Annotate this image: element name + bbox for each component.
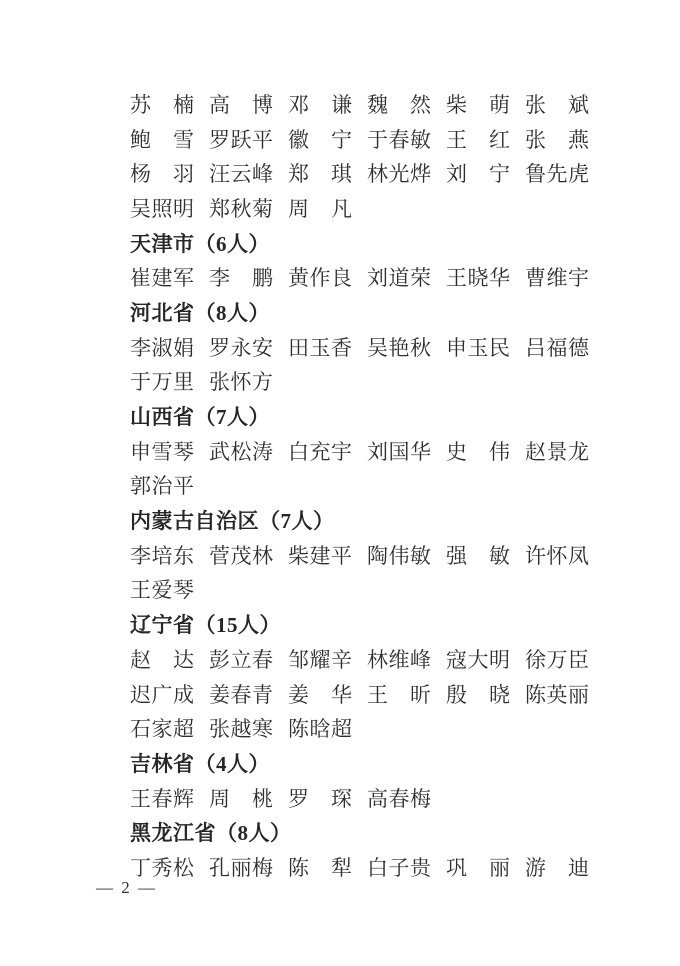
person-name: 王晓华 xyxy=(446,266,510,291)
person-name: 柴建平 xyxy=(288,543,352,568)
section-header-row xyxy=(130,747,640,782)
person-name: 于万里 xyxy=(130,370,194,395)
person-name: 李鹏 xyxy=(209,266,273,291)
name-row xyxy=(130,88,640,123)
name-row xyxy=(130,643,640,678)
person-name: 赵景龙 xyxy=(525,439,589,464)
person-name: 崔建军 xyxy=(130,266,194,291)
person-name: 刘国华 xyxy=(367,439,431,464)
person-name: 陶伟敏 xyxy=(367,543,431,568)
person-name: 申玉民 xyxy=(446,335,510,360)
person-name: 刘道荣 xyxy=(367,266,431,291)
name-row xyxy=(130,435,640,470)
person-name: 白子贵 xyxy=(367,855,431,880)
section-title: 河北省（8人） xyxy=(130,300,270,325)
person-name: 彭立春 xyxy=(209,647,273,672)
name-row xyxy=(130,678,640,713)
name-row xyxy=(130,851,640,886)
person-name: 王爱琴 xyxy=(130,578,194,603)
person-name: 林维峰 xyxy=(367,647,431,672)
person-name: 柴萌 xyxy=(446,92,510,117)
person-name: 寇大明 xyxy=(446,647,510,672)
person-name: 许怀凤 xyxy=(525,543,589,568)
person-name: 吴艳秋 xyxy=(367,335,431,360)
name-row xyxy=(130,331,640,366)
person-name: 郑秋菊 xyxy=(209,196,273,221)
person-name: 罗跃平 xyxy=(209,127,273,152)
person-name: 于春敏 xyxy=(367,127,431,152)
name-row xyxy=(130,539,640,574)
person-name: 孔丽梅 xyxy=(209,855,273,880)
section-header-row xyxy=(130,400,640,435)
person-name: 高博 xyxy=(209,92,273,117)
person-name: 张越寒 xyxy=(209,717,273,742)
person-name: 姜华 xyxy=(288,682,352,707)
person-name: 陈犁 xyxy=(288,855,352,880)
person-name: 巩丽 xyxy=(446,855,510,880)
person-name: 鲍雪 xyxy=(130,127,194,152)
person-name: 邹耀辛 xyxy=(288,647,352,672)
person-name: 迟广成 xyxy=(130,682,194,707)
person-name: 魏然 xyxy=(367,92,431,117)
person-name: 汪云峰 xyxy=(209,162,273,187)
person-name: 罗琛 xyxy=(288,786,352,811)
person-name: 张怀方 xyxy=(209,370,273,395)
person-name: 周桃 xyxy=(209,786,273,811)
person-name: 白充宇 xyxy=(288,439,352,464)
person-name: 赵达 xyxy=(130,647,194,672)
name-row xyxy=(130,470,640,505)
person-name: 强敏 xyxy=(446,543,510,568)
person-name: 陈英丽 xyxy=(525,682,589,707)
section-title: 吉林省（4人） xyxy=(130,751,270,776)
person-name: 王春辉 xyxy=(130,786,194,811)
person-name: 郑琪 xyxy=(288,162,352,187)
person-name: 鲁先虎 xyxy=(525,162,589,187)
name-row xyxy=(130,157,640,192)
person-name: 徽宁 xyxy=(288,127,352,152)
person-name: 刘宁 xyxy=(446,162,510,187)
section-title: 天津市（6人） xyxy=(130,231,270,256)
person-name: 邓谦 xyxy=(288,92,352,117)
person-name: 田玉香 xyxy=(288,335,352,360)
section-header-row xyxy=(130,608,640,643)
person-name: 申雪琴 xyxy=(130,439,194,464)
name-row xyxy=(130,574,640,609)
person-name: 张燕 xyxy=(525,127,589,152)
person-name: 徐万臣 xyxy=(525,647,589,672)
person-name: 陈晗超 xyxy=(288,717,352,742)
person-name: 菅茂林 xyxy=(209,543,273,568)
person-name: 游迪 xyxy=(525,855,589,880)
person-name: 曹维宇 xyxy=(525,266,589,291)
name-row xyxy=(130,782,640,817)
section-header-row xyxy=(130,296,640,331)
person-name: 黄作良 xyxy=(288,266,352,291)
section-title: 内蒙古自治区（7人） xyxy=(130,509,335,534)
name-row xyxy=(130,712,640,747)
section-header-row xyxy=(130,816,640,851)
person-name: 张斌 xyxy=(525,92,589,117)
person-name: 史伟 xyxy=(446,439,510,464)
person-name: 王昕 xyxy=(367,682,431,707)
name-row xyxy=(130,192,640,227)
person-name: 郭治平 xyxy=(130,474,194,499)
person-name: 罗永安 xyxy=(209,335,273,360)
person-name: 林光烨 xyxy=(367,162,431,187)
section-header-row xyxy=(130,504,640,539)
person-name: 吴照明 xyxy=(130,196,194,221)
person-name: 高春梅 xyxy=(367,786,431,811)
name-row xyxy=(130,366,640,401)
sections xyxy=(130,88,640,886)
name-row xyxy=(130,261,640,296)
person-name: 丁秀松 xyxy=(130,855,194,880)
section-title: 山西省（7人） xyxy=(130,405,270,430)
person-name: 苏楠 xyxy=(130,92,194,117)
person-name: 李培东 xyxy=(130,543,194,568)
person-name: 石家超 xyxy=(130,717,194,742)
person-name: 吕福德 xyxy=(525,335,589,360)
person-name: 杨羽 xyxy=(130,162,194,187)
person-name: 周凡 xyxy=(288,196,352,221)
page-number: — 2 — xyxy=(96,878,157,897)
person-name: 王红 xyxy=(446,127,510,152)
person-name: 李淑娟 xyxy=(130,335,194,360)
section-header-row xyxy=(130,227,640,262)
section-title: 辽宁省（15人） xyxy=(130,613,281,638)
section-title: 黑龙江省（8人） xyxy=(130,821,292,846)
person-name: 殷晓 xyxy=(446,682,510,707)
person-name: 武松涛 xyxy=(209,439,273,464)
person-name: 姜春青 xyxy=(209,682,273,707)
name-row xyxy=(130,123,640,158)
